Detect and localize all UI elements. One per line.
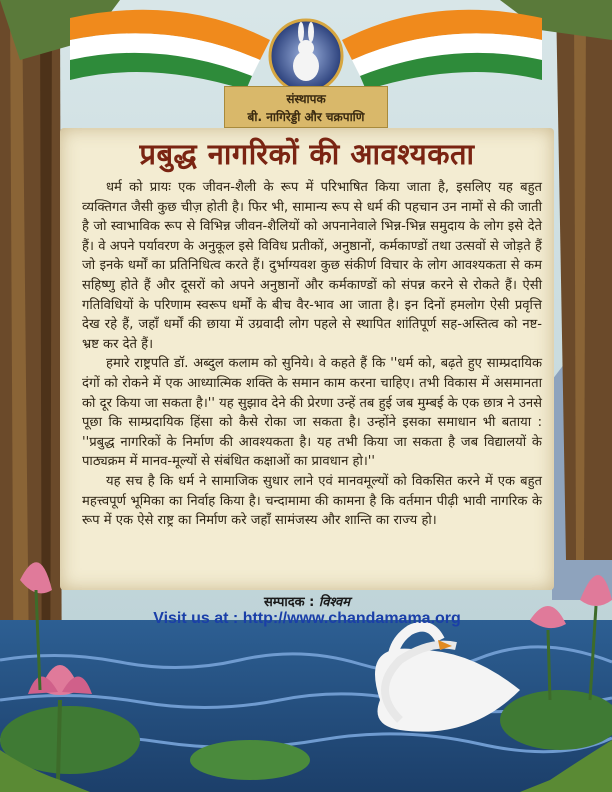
editor-label: सम्पादक : <box>264 595 315 610</box>
paragraph-3: यह सच है कि धर्म ने सामाजिक सुधार लाने एवं मानवमूल्यों को विकसित करने में एक बहुत महत्त्वपूर्ण भूमिका का निर्वाह किया है। चन्दामामा की कामना है कि वर्तमान पीढ़ी भावी नागरिक के रूप में एक ऐसे राष्ट्र का निर्माण करे जहाँ सामंजस्य और शान्ति का राज्य हो। <box>82 473 542 529</box>
paragraph-1: धर्म को प्रायः एक जीवन-शैली के रूप में परिभाषित किया जाता है, इसलिए यह बहुत व्यक्तिगत जैसी कुछ चीज़ होती है। फिर भी, सामान्य रूप से धर्म की पहचान उन नामों से की जाती है जो स्वाभाविक रूप से विभिन्न जीवन-शैलियों को अपनानेवाले भिन्न-भिन्न समुदाय के लोग इसे देते हैं। वे अपने पर्यावरण के अनुकूल इसे विविध प्रतीकों, अनुष्ठानों, कर्मकाण्डों तथा उत्सवों से जोड़ते हैं जो इनके धर्मों का प्रतिनिधित्व करते हैं। दुर्भाग्यवश कुछ संकीर्ण विचार के लोग आवश्यकता से कम सहिष्णु होते हैं और दूसरों को अपने अनुष्ठानों और कर्मकाण्डों को संपन्न करने से रोकते हैं। ऐसी गतिविधियों के परिणाम स्वरूप धर्मों के बीच वैर-भाव आ जाता है। इन दिनों हमलोग ऐसी प्रवृत्ति देख रहे हैं, जहाँ धर्मों की छाया में उग्रवादी लोग पहले से स्थापित शांतिपूर्ण सह-अस्तित्व को नष्ट-भ्रष्ट कर देते हैं। <box>82 180 542 352</box>
paragraph-2: हमारे राष्ट्रपति डॉ. अब्दुल कलाम को सुनिये। वे कहते हैं कि ''धर्म को, बढ़ते हुए साम्प्रदायिक दंगों को रोकने में एक आध्यात्मिक शक्ति के समान काम करना चाहिए। तभी विकास में असमानता को दूर किया जा सकता है।'' यह सुझाव देने की प्रेरणा उन्हें तब हुई जब मुम्बई के एक छात्र ने उनसे पूछा कि साम्प्रदायिक हिंसा को कैसे रोका जा सकता है। उन्होंने इसका समाधान भी बताया : ''प्रबुद्ध नागरिकों के निर्माण की आवश्यकता है। यह तभी किया जा सकता है जब विद्यालयों के पाठ्यक्रम में मानव-मूल्यों से संबंधित कक्षाओं का प्रावधान हो।'' <box>82 356 542 470</box>
moon-rabbit-logo-icon <box>270 20 342 92</box>
editor-name: विश्वम <box>318 595 350 610</box>
founders-names: बी. नागिरेड्डी और चक्रपाणि <box>247 110 365 124</box>
founders-badge <box>224 86 388 128</box>
editor-credit <box>60 592 554 610</box>
founders-label: संस्थापक <box>286 92 326 106</box>
website-link[interactable]: Visit us at : http://www.chandamama.org <box>153 610 461 627</box>
page-title: प्रबुद्ध नागरिकों की आवश्यकता <box>139 137 475 171</box>
editorial-body <box>82 178 542 531</box>
